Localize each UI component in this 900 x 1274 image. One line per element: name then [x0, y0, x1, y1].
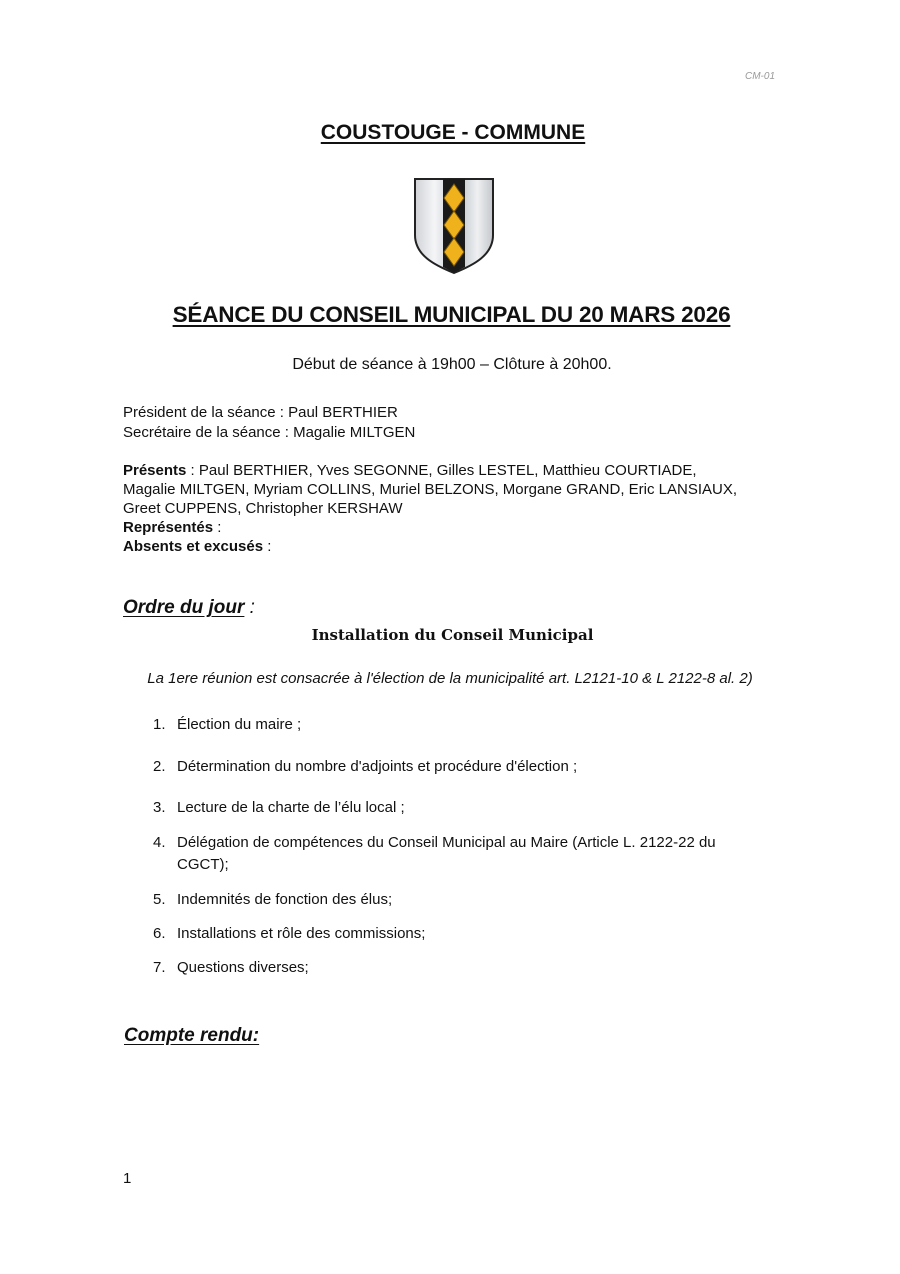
agenda-item: [153, 797, 753, 818]
agenda-item-text: Installations et rôle des commissions;: [177, 925, 426, 942]
installation-heading: Installation du Conseil Municipal: [311, 626, 594, 644]
coat-of-arms-icon: [412, 177, 496, 275]
seance-officers: [123, 403, 415, 443]
commune-title: COUSTOUGE - COMMUNE: [320, 121, 586, 144]
agenda-item: [153, 957, 753, 978]
agenda-item-number: 5.: [153, 891, 166, 908]
agenda-item: [153, 889, 753, 910]
page-number: 1: [123, 1170, 132, 1187]
presents-label: Présents: [123, 462, 187, 479]
agenda-item-text: Détermination du nombre d'adjoints et procédure d'élection ;: [177, 758, 578, 775]
absents-value: :: [263, 538, 272, 555]
agenda-item: [153, 923, 753, 944]
absents-label: Absents et excusés: [123, 538, 264, 555]
seance-hours: Début de séance à 19h00 – Clôture à 20h00.: [292, 356, 612, 373]
agenda-item: [153, 832, 753, 876]
representes-line: [123, 518, 779, 537]
agenda-item-number: 1.: [153, 716, 166, 733]
ordre-du-jour-heading: [123, 597, 255, 619]
agenda-item-text: Élection du maire ;: [177, 716, 302, 733]
agenda-item: [153, 714, 753, 735]
agenda-item-number: 6.: [153, 925, 166, 942]
representes-label: Représentés: [123, 519, 214, 536]
agenda-list: [153, 714, 753, 978]
agenda-item-number: 2.: [153, 758, 166, 775]
agenda-item: [153, 756, 753, 777]
agenda-item-number: 3.: [153, 799, 166, 816]
legal-note: La 1ere réunion est consacrée à l'élection de la municipalité art. L2121-10 & L 2122-8 al. 2): [147, 670, 753, 687]
agenda-item-number: 7.: [153, 959, 166, 976]
agenda-item-text: Lecture de la charte de l’élu local ;: [177, 799, 405, 816]
representes-value: :: [213, 519, 222, 536]
absents-line: [123, 537, 779, 556]
document-reference: CM-01: [745, 71, 776, 82]
presents-line-3: Greet CUPPENS, Christopher KERSHAW: [123, 500, 403, 517]
secretaire-line: Secrétaire de la séance : Magalie MILTGEN: [123, 424, 416, 441]
ordre-du-jour-colon: :: [244, 597, 255, 618]
ordre-du-jour-label: Ordre du jour: [123, 597, 245, 618]
agenda-item-number: 4.: [153, 834, 166, 851]
presents-line-2: Magalie MILTGEN, Myriam COLLINS, Muriel BELZONS, Morgane GRAND, Eric LANSIAUX,: [123, 481, 738, 498]
president-line: Président de la séance : Paul BERTHIER: [123, 404, 398, 421]
agenda-item-text: Délégation de compétences du Conseil Municipal au Maire (Article L. 2122-22 du CGCT);: [177, 834, 716, 873]
seance-title: SÉANCE DU CONSEIL MUNICIPAL DU 20 MARS 2026: [172, 302, 731, 327]
presents-line-1: [123, 461, 779, 480]
agenda-item-text: Questions diverses;: [177, 959, 309, 976]
compte-rendu-heading: Compte rendu:: [124, 1025, 260, 1046]
attendance-block: [123, 461, 779, 556]
presents-names-1: : Paul BERTHIER, Yves SEGONNE, Gilles LESTEL, Matthieu COURTIADE,: [190, 462, 697, 479]
agenda-item-text: Indemnités de fonction des élus;: [177, 891, 393, 908]
